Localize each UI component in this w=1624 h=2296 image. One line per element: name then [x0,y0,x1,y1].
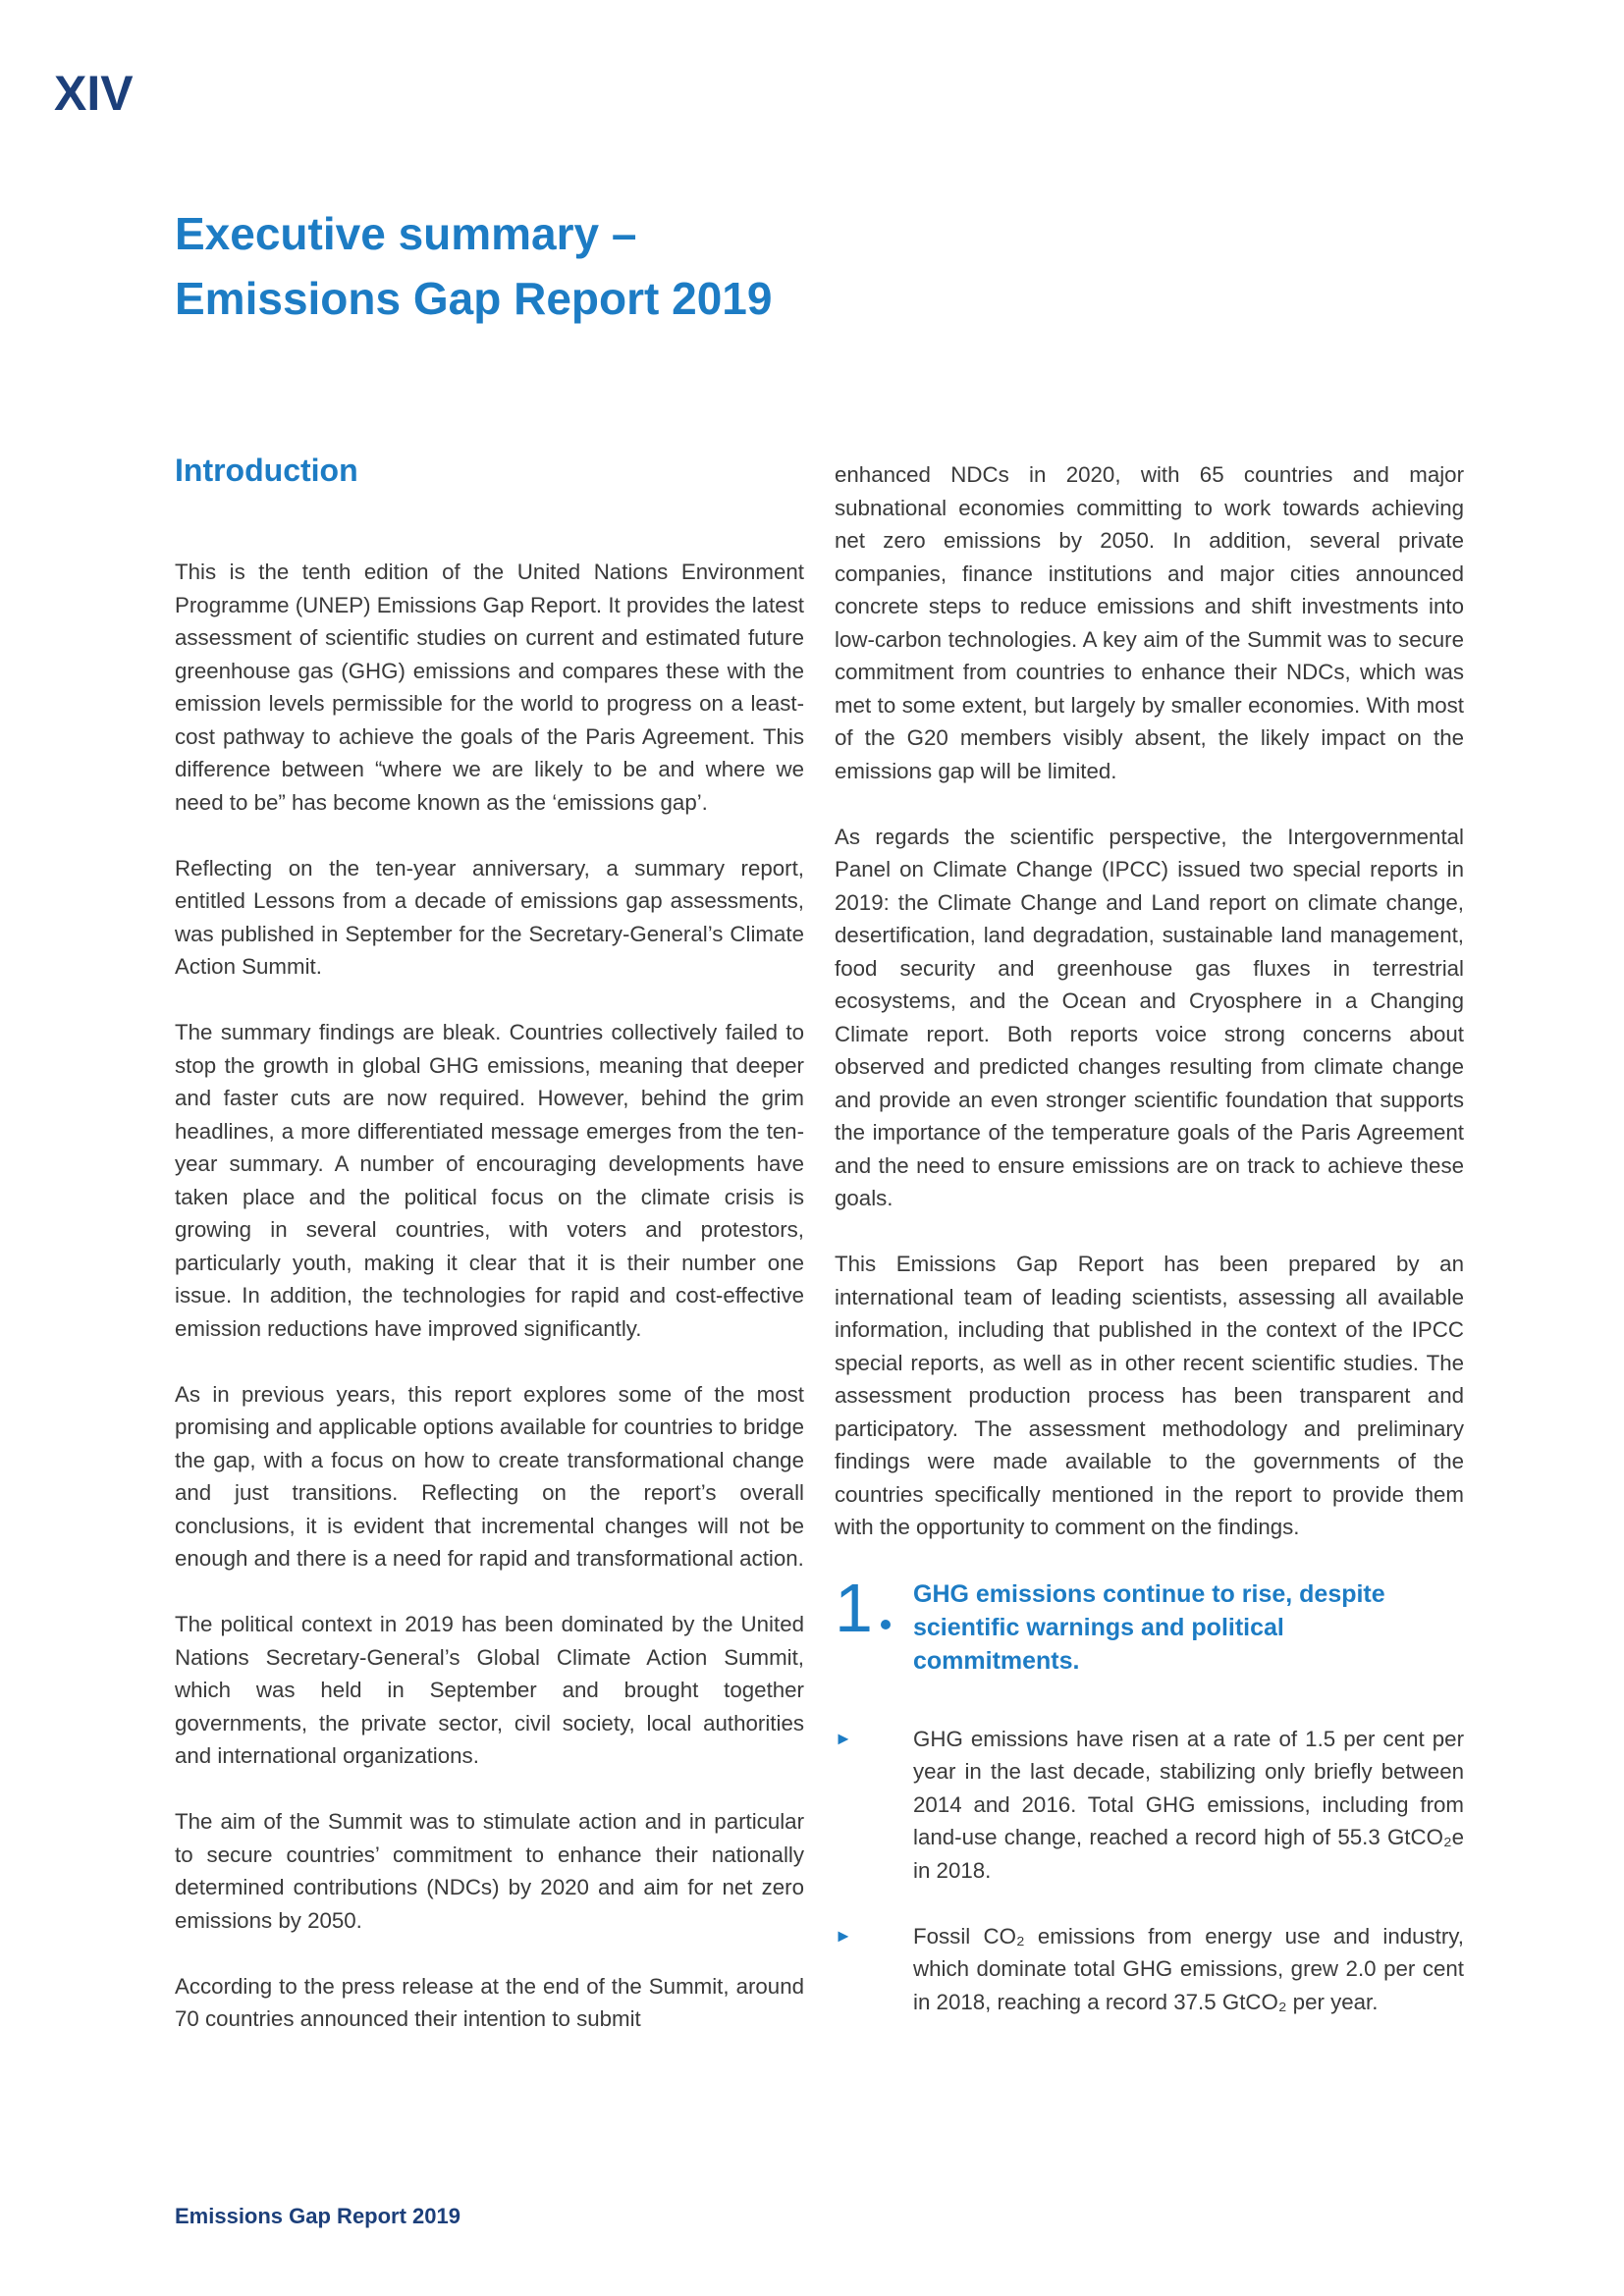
body-paragraph: This is the tenth edition of the United Nations Environment Programme (UNEP) Emissions Gap Report. It provides the latest assessment of scientific studies on current and estimated future greenhouse gas (GHG) emissions and compares these with the emission levels permissible for the world to progress on a least-cost pathway to achieve the goals of the Paris Agreement. This difference between “where we are likely to be and where we need to be” has become known as the ‘emissions gap’. [175,560,804,815]
finding-number-text: 1 [835,1569,873,1646]
page-footer: Emissions Gap Report 2019 [175,2204,460,2228]
body-paragraph: As regards the scientific perspective, the Intergovernmental Panel on Climate Change (IPCC) issued two special reports in 2019: the Climate Change and Land report on climate change, desertification, land degradation, sustainable land management, food security and greenhouse gas fluxes in terrestrial ecosystems, and the Ocean and Cryosphere in a Changing Climate report. Both reports voice strong concerns about observed and predicted changes resulting from climate change and provide an even stronger scientific foundation that supports the importance of the temperature goals of the Paris Agreement and the need to ensure emissions are on track to achieve these goals. [835,824,1464,1210]
document-title-line-2: Emissions Gap Report 2019 [175,273,773,324]
page-number: XIV [54,66,134,121]
body-paragraph: The aim of the Summit was to stimulate action and in particular to secure countries’ commitment to enhance their nationally determined contributions (NDCs) by 2020 and aim for net zero emissions by 2050. [175,1809,804,1933]
body-paragraph: As in previous years, this report explores some of the most promising and applicable options available for countries to bridge the gap, with a focus on how to create transformational change and just transitions. Reflecting on the report’s overall conclusions, it is evident that incremental changes will not be enough and there is a need for rapid and transformational action. [175,1381,804,1571]
finding-heading-text: GHG emissions continue to rise, despite scientific warnings and political commitments. [913,1579,1385,1675]
body-paragraph: This Emissions Gap Report has been prepared by an international team of leading scientists, assessing all available information, including that published in the context of the IPCC special reports, as well as in other recent scientific studies. The assessment production process has been transparent and participatory. The assessment methodology and preliminary findings were made available to the governments of the countries specifically mentioned in the report to provide them with the opportunity to comment on the findings. [835,1252,1464,1539]
finding-bullet [835,1723,1464,1888]
body-paragraph: Reflecting on the ten-year anniversary, a summary report, entitled Lessons from a decade of emissions gap assessments, was published in September for the Secretary-General’s Climate Action Summit. [175,855,804,979]
document-title [175,201,1353,331]
body-paragraph: According to the press release at the end of the Summit, around 70 countries announced their intention to submit [175,1973,804,2031]
finding-heading [835,1569,1464,1678]
body-paragraph: enhanced NDCs in 2020, with 65 countries and major subnational economies committing to work towards achieving net zero emissions by 2050. In addition, several private companies, finance institutions and major cities announced concrete steps to reduce emissions and shift investments into low-carbon technologies. A key aim of the Summit was to secure commitment from countries to enhance their NDCs, which was met to some extent, but largely by smaller economies. With most of the G20 members visibly absent, the likely impact on the emissions gap will be limited. [835,462,1464,783]
finding-bullet-text: Fossil CO₂ emissions from energy use and industry, which dominate total GHG emissions, grew 2.0 per cent in 2018, reaching a record 37.5 GtCO₂ per year. [913,1923,1464,2014]
section-heading-introduction: Introduction [175,453,358,488]
finding-number-dot [881,1620,891,1629]
finding-number [835,1569,886,1646]
body-paragraph: The summary findings are bleak. Countries collectively failed to stop the growth in global GHG emissions, meaning that deeper and faster cuts are now required. However, behind the grim headlines, a more differentiated message emerges from the ten-year summary. A number of encouraging developments have taken place and the political focus on the climate crisis is growing in several countries, with voters and protestors, particularly youth, making it clear that it is their number one issue. In addition, the technologies for rapid and cost-effective emission reductions have improved significantly. [175,1020,804,1341]
right-column [835,447,1464,2052]
document-title-line-1: Executive summary – [175,208,637,259]
bullet-arrow-icon: ► [835,1728,852,1748]
finding-bullet-text: GHG emissions have risen at a rate of 1.5 per cent per year in the last decade, stabilizing only briefly between 2014 and 2016. Total GHG emissions, including from land-use change, reached a record high of 55.3 GtCO₂e in 2018. [913,1726,1464,1883]
bullet-arrow-icon: ► [835,1925,852,1946]
body-paragraph: The political context in 2019 has been dominated by the United Nations Secretary-General’s Global Climate Action Summit, which was held in September and brought together governments, the private sector, civil society, local authorities and international organizations. [175,1612,804,1768]
finding-bullet [835,1920,1464,2019]
left-column [175,447,804,2068]
